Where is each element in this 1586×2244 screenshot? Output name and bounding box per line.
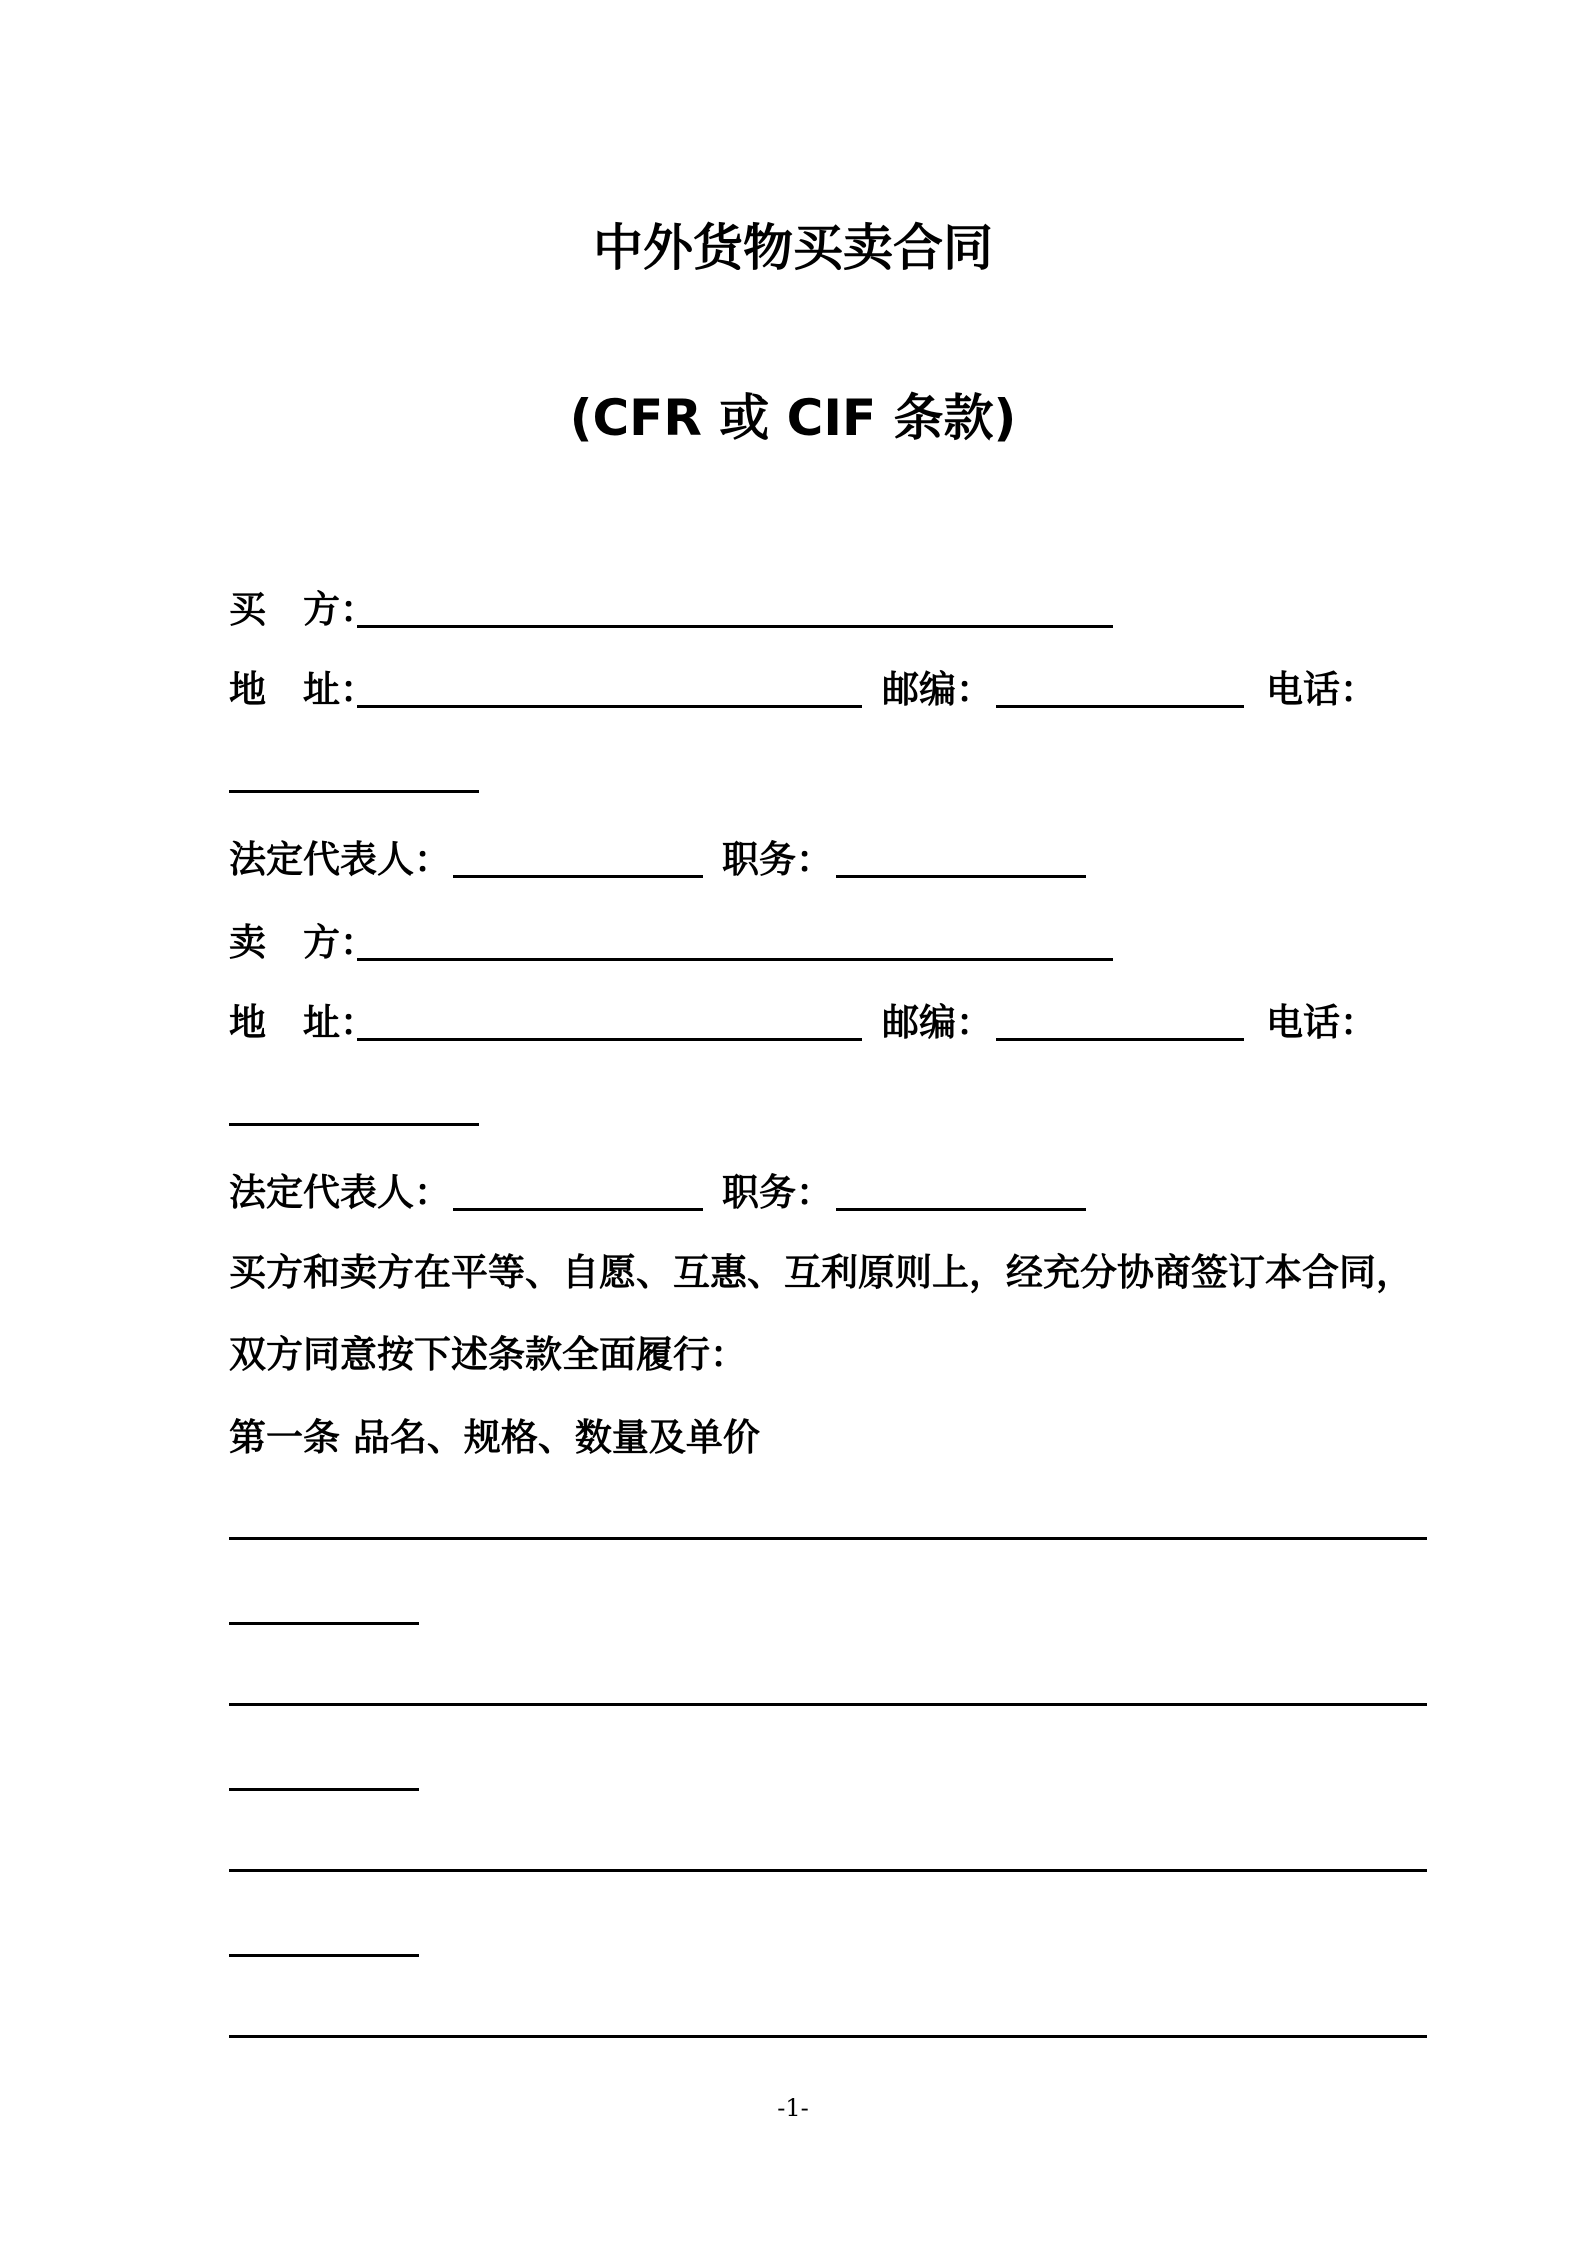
article-1-blank-line[interactable]: [229, 1537, 1427, 1540]
article-1-blank-line[interactable]: [229, 1703, 1427, 1706]
buyer-postcode-label: 邮编：: [882, 668, 993, 711]
intro-text-line-1: 买方和卖方在平等、自愿、互惠、互利原则上，经充分协商签订本合同，: [229, 1251, 1413, 1294]
seller-address-label: 地 址：: [229, 1001, 377, 1044]
seller-postcode-label: 邮编：: [882, 1001, 993, 1044]
buyer-address-field[interactable]: [357, 705, 862, 708]
article-1-blank-line-tail[interactable]: [229, 1788, 419, 1791]
article-1-heading: 第一条 品名、规格、数量及单价: [229, 1416, 760, 1459]
buyer-position-label: 职务：: [722, 838, 833, 881]
buyer-phone-label: 电话：: [1266, 668, 1377, 711]
buyer-label: 买 方：: [229, 588, 377, 631]
buyer-phone-field[interactable]: [229, 790, 479, 793]
document-subtitle: (CFR 或 CIF 条款): [569, 389, 1017, 447]
seller-name-field[interactable]: [357, 958, 1113, 961]
page-number: -1-: [777, 2094, 809, 2122]
seller-legal-rep-field[interactable]: [453, 1208, 703, 1211]
seller-address-field[interactable]: [357, 1038, 862, 1041]
buyer-legal-rep-label: 法定代表人：: [229, 838, 451, 881]
seller-position-field[interactable]: [836, 1208, 1086, 1211]
buyer-legal-rep-field[interactable]: [453, 875, 703, 878]
seller-postcode-field[interactable]: [996, 1038, 1244, 1041]
buyer-name-field[interactable]: [357, 625, 1113, 628]
article-1-blank-line[interactable]: [229, 1869, 1427, 1872]
buyer-postcode-field[interactable]: [996, 705, 1244, 708]
article-1-blank-line-tail[interactable]: [229, 1622, 419, 1625]
intro-text-line-2: 双方同意按下述条款全面履行：: [229, 1333, 747, 1376]
seller-phone-field[interactable]: [229, 1123, 479, 1126]
article-1-blank-line[interactable]: [229, 2035, 1427, 2038]
seller-legal-rep-label: 法定代表人：: [229, 1171, 451, 1214]
seller-label: 卖 方：: [229, 921, 377, 964]
seller-position-label: 职务：: [722, 1171, 833, 1214]
document-title: 中外货物买卖合同: [593, 219, 993, 277]
seller-phone-label: 电话：: [1266, 1001, 1377, 1044]
buyer-position-field[interactable]: [836, 875, 1086, 878]
buyer-address-label: 地 址：: [229, 668, 377, 711]
article-1-blank-line-tail[interactable]: [229, 1954, 419, 1957]
